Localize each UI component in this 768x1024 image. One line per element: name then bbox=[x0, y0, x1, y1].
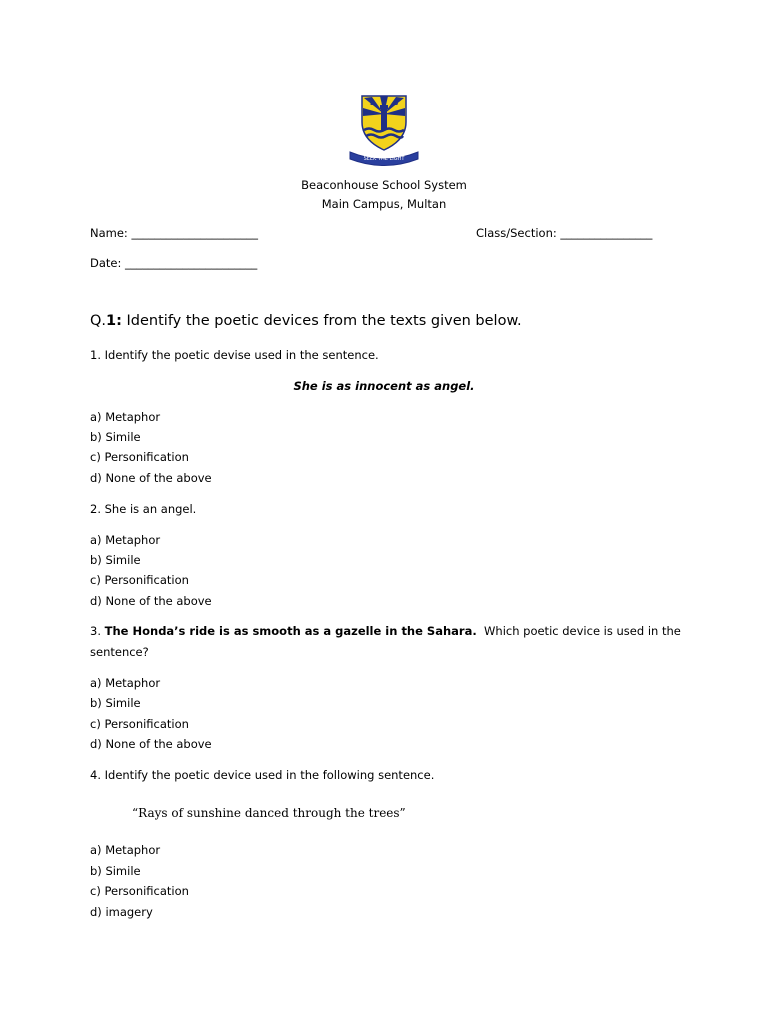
q4-option-d: d) imagery bbox=[90, 905, 153, 919]
q2-option-b: b) Simile bbox=[90, 553, 141, 567]
q4-quote: “Rays of sunshine danced through the trees” bbox=[132, 806, 406, 820]
q3-number: 3. bbox=[90, 624, 105, 638]
q1-option-b: b) Simile bbox=[90, 430, 141, 444]
q1-option-c: c) Personification bbox=[90, 450, 189, 464]
q2-option-c: c) Personification bbox=[90, 573, 189, 587]
q3-prompt-line2: sentence? bbox=[90, 645, 149, 659]
q1-option-a: a) Metaphor bbox=[90, 410, 161, 424]
date-field: Date: _______________________ bbox=[90, 256, 258, 270]
q2-prompt: 2. She is an angel. bbox=[90, 502, 197, 516]
q2-option-d: d) None of the above bbox=[90, 594, 212, 608]
question-prefix: Q. bbox=[90, 313, 107, 329]
logo-letter-2: S bbox=[382, 97, 387, 104]
q3-rest: Which poetic device is used in the bbox=[476, 624, 681, 638]
school-crest-logo bbox=[346, 92, 422, 166]
q4-prompt: 4. Identify the poetic device used in the following sentence. bbox=[90, 768, 435, 782]
q3-bold-sentence: The Honda’s ride is as smooth as a gazelle in the Sahara. bbox=[104, 624, 477, 638]
q1-prompt: 1. Identify the poetic devise used in the sentence. bbox=[90, 348, 379, 362]
logo-motto: SEEK THE LIGHT bbox=[363, 156, 405, 162]
q3-option-a: a) Metaphor bbox=[90, 676, 161, 690]
question-title bbox=[90, 313, 522, 329]
q1-sentence: She is as innocent as angel. bbox=[293, 379, 475, 393]
q1-option-d: d) None of the above bbox=[90, 471, 212, 485]
q3-prompt bbox=[90, 624, 681, 638]
question-number: 1: bbox=[106, 313, 122, 329]
q3-option-b: b) Simile bbox=[90, 696, 141, 710]
class-section-field: Class/Section: ________________ bbox=[476, 226, 653, 240]
q3-option-c: c) Personification bbox=[90, 717, 189, 731]
question-title-text: Identify the poetic devices from the texts given below. bbox=[121, 313, 522, 329]
q4-option-a: a) Metaphor bbox=[90, 843, 161, 857]
school-name: Beaconhouse School System bbox=[301, 178, 467, 192]
logo-letter-1: B bbox=[370, 100, 375, 107]
q4-option-c: c) Personification bbox=[90, 884, 189, 898]
campus-name: Main Campus, Multan bbox=[321, 197, 447, 211]
logo-letter-3: S bbox=[394, 100, 399, 107]
q2-option-a: a) Metaphor bbox=[90, 533, 161, 547]
q3-option-d: d) None of the above bbox=[90, 737, 212, 751]
name-field: Name: ______________________ bbox=[90, 226, 258, 240]
q4-option-b: b) Simile bbox=[90, 864, 141, 878]
